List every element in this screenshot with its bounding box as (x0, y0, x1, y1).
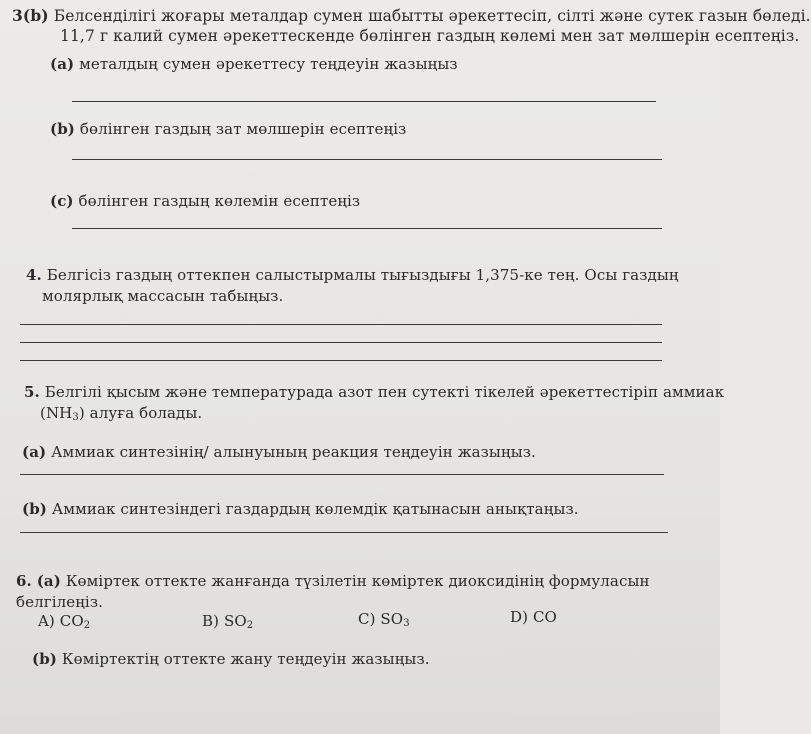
q6-option-d[interactable] (510, 608, 557, 627)
q3b-c-answer-line[interactable] (72, 228, 662, 229)
q6-option-a-letter: A) (38, 612, 55, 630)
q3b-b-label: (b) (50, 120, 75, 138)
q6-option-b-sub: 2 (246, 620, 254, 631)
q3b-a-text: металдың сумен әрекеттесу теңдеуін жазыңыз (79, 55, 458, 73)
q5-b-label: (b) (22, 500, 47, 518)
q6-line1 (16, 572, 650, 590)
q3b-b (50, 120, 406, 138)
q3b-a-label: (a) (50, 55, 75, 73)
q3b-b-answer-line[interactable] (72, 159, 662, 160)
q3b-c-label: (c) (50, 192, 74, 210)
q5-formula-sub: 3 (72, 412, 79, 423)
q6-b-label: (b) (32, 650, 57, 668)
q6-a-text-line2: белгілеңіз. (16, 593, 103, 611)
q6-option-d-formula: CO (532, 608, 557, 626)
q4-answer-line-2[interactable] (20, 342, 662, 343)
q5-b (22, 500, 579, 518)
q5-b-answer-line[interactable] (20, 532, 668, 533)
q6-a-label: (a) (36, 572, 61, 590)
q5-a-answer-line[interactable] (20, 474, 664, 475)
q6-option-b-letter: B) (202, 612, 220, 630)
q6-option-b[interactable] (202, 612, 253, 631)
q3b-a (50, 55, 458, 73)
q6-b (32, 650, 430, 668)
q5-text-line2-post: ) алуға болады. (78, 404, 203, 422)
q5-number: 5. (24, 383, 40, 401)
q6-option-c-letter: C) (358, 610, 376, 628)
q5-line1 (24, 383, 724, 401)
q3b-line1 (12, 6, 811, 25)
q6-option-b-formula: SO (223, 612, 247, 630)
q3b-a-answer-line[interactable] (72, 101, 656, 102)
q5-a-label: (a) (22, 443, 47, 461)
q4-line1 (26, 266, 679, 284)
q6-option-a[interactable] (38, 612, 90, 631)
q4-text-line1: Белгісіз газдың оттекпен салыстырмалы тығыздығы 1,375-ке тең. Осы газдың (46, 266, 679, 284)
q4-answer-line-1[interactable] (20, 324, 662, 325)
q5-a-text: Аммиак синтезінің/ алынуының реакция теңдеуін жазыңыз. (51, 443, 536, 461)
q5-text-line1: Белгілі қысым және температурада азот пен сутекті тікелей әрекеттестіріп аммиак (44, 383, 725, 401)
q5-formula-pre: (NH (40, 404, 73, 422)
q6-b-text: Көміртектің оттекте жану теңдеуін жазыңыз. (61, 650, 430, 668)
q4-text-line2: молярлық массасын табыңыз. (42, 287, 284, 305)
q4-answer-line-3[interactable] (20, 360, 662, 361)
q6-option-a-formula: CO (59, 612, 84, 630)
q3b-c-text: бөлінген газдың көлемін есептеңіз (78, 192, 361, 210)
q4-number: 4. (26, 266, 42, 284)
q6-option-c-formula: SO (380, 610, 404, 628)
q3b-b-text: бөлінген газдың зат мөлшерін есептеңіз (79, 120, 407, 138)
q6-number: 6. (16, 572, 32, 590)
q6-option-c-sub: 3 (403, 618, 410, 629)
q6-option-d-letter: D) (510, 608, 529, 626)
q5-b-text: Аммиак синтезіндегі газдардың көлемдік қатынасын анықтаңыз. (51, 500, 579, 518)
q5-a (22, 443, 536, 461)
q6-a-text-line1: Көміртек оттекте жанғанда түзілетін көміртек диоксидінің формуласын (65, 572, 650, 590)
q3b-text-line1: Белсенділігі жоғары металдар сумен шабытты әрекеттесіп, сілті және сутек газын бөледі. (53, 7, 811, 25)
q3b-number: 3(b) (12, 6, 49, 25)
q6-option-a-sub: 2 (83, 620, 91, 631)
q6-option-c[interactable] (358, 610, 410, 629)
q3b-c (50, 192, 360, 210)
q3b-text-line2: 11,7 г калий сумен әрекеттескенде бөлінген газдың көлемі мен зат мөлшерін есептеңіз. (60, 27, 800, 45)
q5-line2 (40, 404, 202, 423)
